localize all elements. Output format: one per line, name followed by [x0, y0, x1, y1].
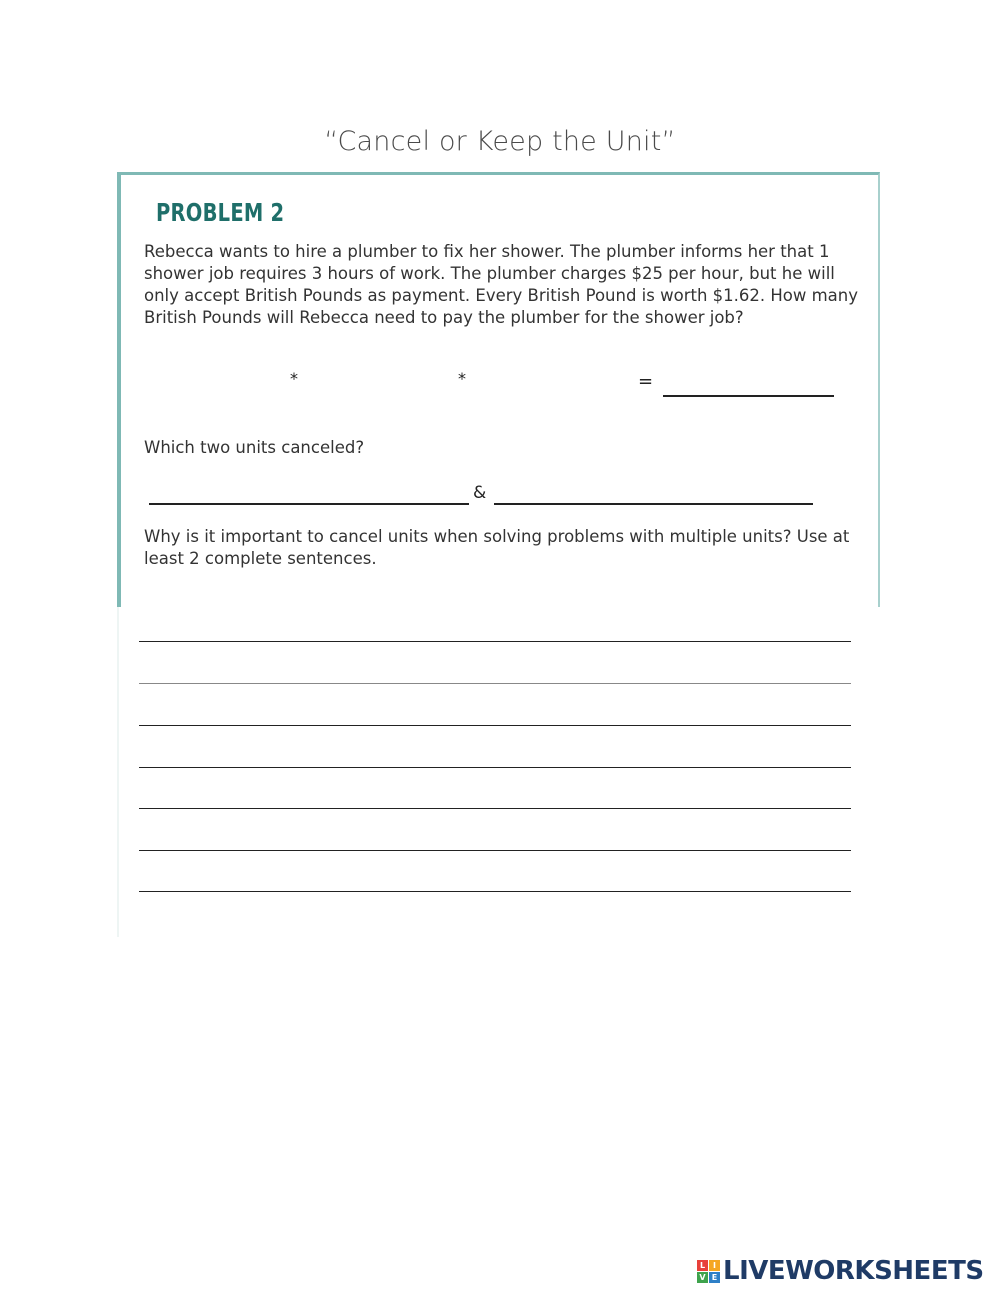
- answer-field[interactable]: [663, 395, 834, 397]
- question-why-cancel: Why is it important to cancel units when solving problems with multiple units? Use at least 2 complete sentences.: [144, 527, 850, 568]
- logo-block-l: L: [697, 1260, 708, 1271]
- liveworksheets-logo: [697, 1255, 984, 1287]
- writing-line-3[interactable]: [139, 725, 851, 726]
- multiply-sign-1: *: [290, 369, 298, 388]
- writing-line-2[interactable]: [139, 683, 851, 684]
- logo-block-e: E: [709, 1272, 720, 1283]
- logo-block-v: V: [697, 1272, 708, 1283]
- logo-text: LIVEWORKSHEETS: [723, 1256, 984, 1286]
- card-border-extension: [117, 607, 119, 937]
- worksheet-title: “Cancel or Keep the Unit”: [324, 126, 676, 157]
- question-units-canceled: Which two units canceled?: [144, 438, 365, 457]
- logo-blocks-icon: [697, 1260, 720, 1283]
- writing-line-6[interactable]: [139, 850, 851, 851]
- problem-heading: PROBLEM 2: [156, 198, 285, 227]
- multiply-sign-2: *: [458, 369, 466, 388]
- ampersand: &: [473, 483, 487, 503]
- writing-line-4[interactable]: [139, 767, 851, 768]
- canceled-unit-1-field[interactable]: [149, 503, 469, 505]
- canceled-unit-2-field[interactable]: [494, 503, 813, 505]
- writing-line-5[interactable]: [139, 808, 851, 809]
- writing-line-1[interactable]: [139, 641, 851, 642]
- problem-text: Rebecca wants to hire a plumber to fix her shower. The plumber informs her that 1 shower job requires 3 hours of work. The plumber charges $25 per hour, but he will only accept British Pounds as payment. Every British Pound is worth $1.62. How many British Pounds will Rebecca need to pay the plumber for the shower job?: [144, 242, 859, 327]
- logo-block-i: I: [709, 1260, 720, 1271]
- writing-line-7[interactable]: [139, 891, 851, 892]
- equals-sign: =: [638, 371, 654, 392]
